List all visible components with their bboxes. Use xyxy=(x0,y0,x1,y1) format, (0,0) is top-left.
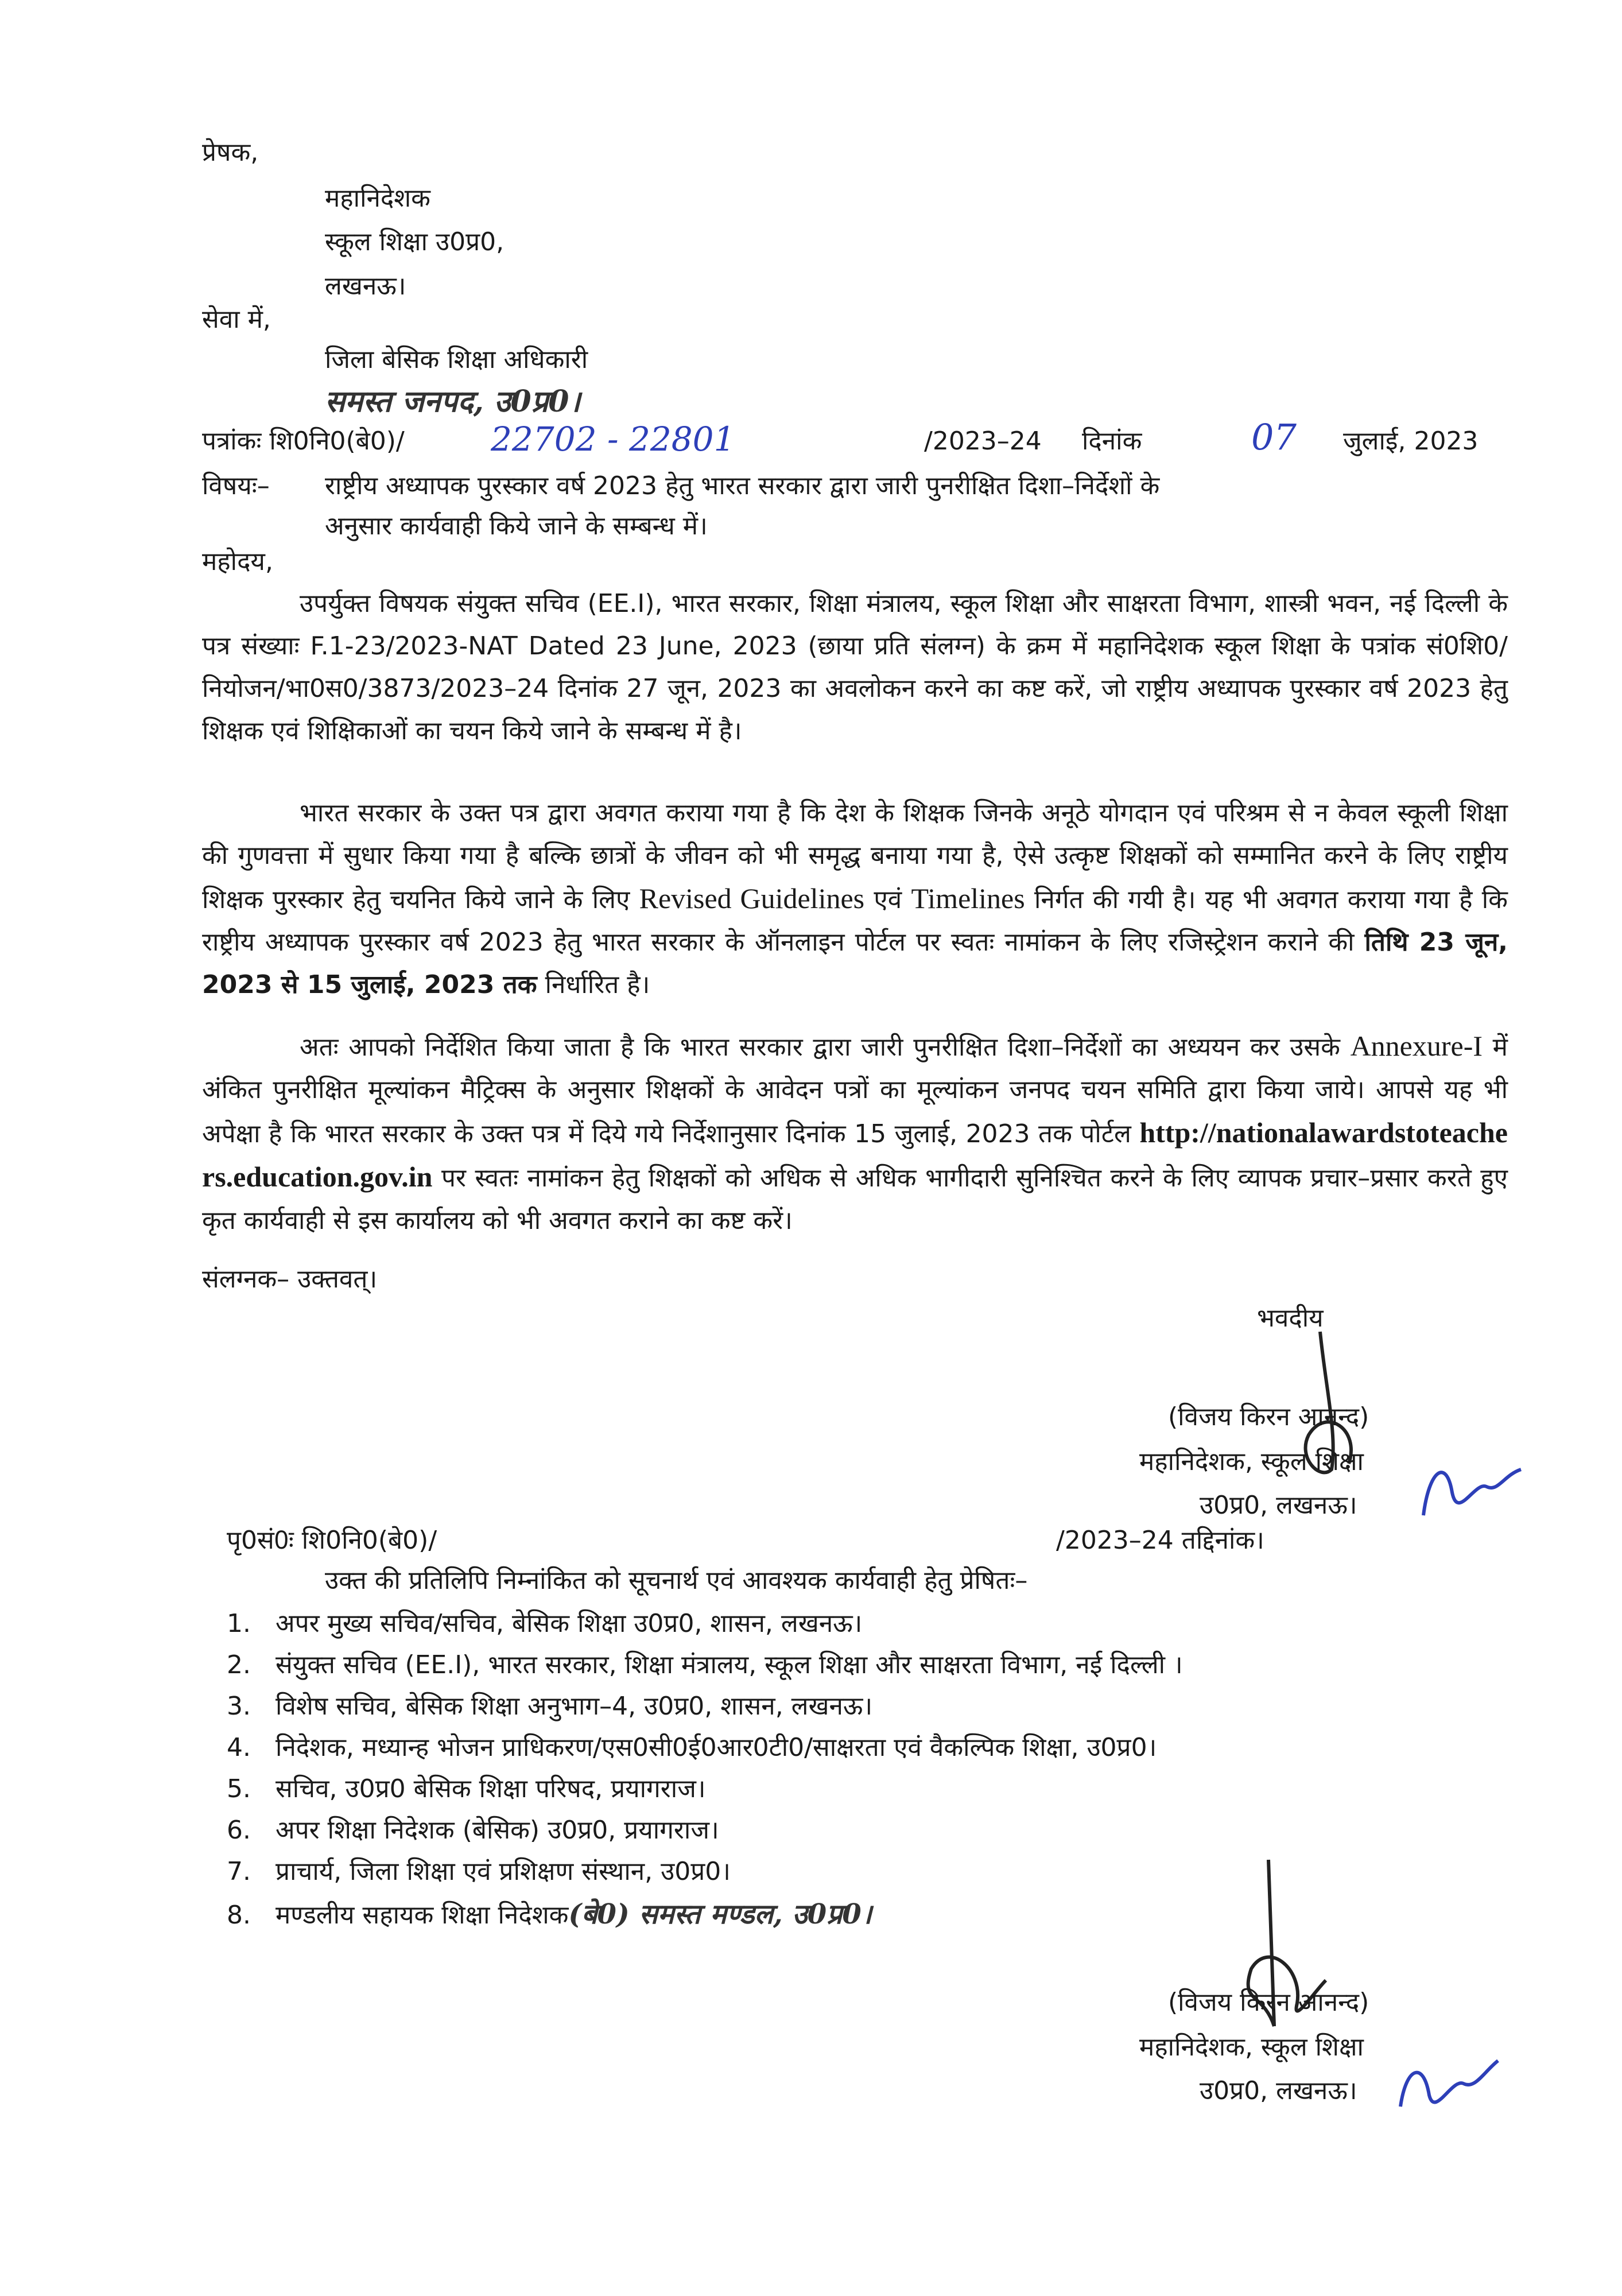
signatory-1-name: (विजय किरन आनन्द) xyxy=(1168,1402,1369,1432)
paragraph-1: उपर्युक्त विषयक संयुक्त सचिव (EE.I), भारत सरकार, शिक्षा मंत्रालय, स्कूल शिक्षा और साक्षरता विभाग, शास्त्री भवन, नई दिल्ली के पत्र संख्याः F.1-23/2023-NAT Dated 23 June, 2023 (छाया प्रति संलग्न) के क्रम में महानिदेशक स्कूल शिक्षा के पत्रांक सं0शि0/नियोजन/भा0स0/3873/2023–24 दिनांक 27 जून, 2023 का अवलोकन करने का कष्ट करें, जो राष्ट्रीय अध्यापक पुरस्कार वर्ष 2023 हेतु शिक्षक एवं शिक्षिकाओं का चयन किये जाने के सम्बन्ध में है। xyxy=(202,589,1508,746)
copy-list-item-8-handwritten: (बे0) समस्त मण्डल, उ0प्र0। xyxy=(568,1898,872,1930)
recipient-line-2-handwritten: समस्त जनपद, उ0प्र0। xyxy=(325,384,581,419)
registration-dates: तिथि 23 जून, 2023 से 15 जुलाई, 2023 तक xyxy=(202,928,1508,999)
sender-line-2: स्कूल शिक्षा उ0प्र0, xyxy=(325,227,505,257)
signatory-2-place: उ0प्र0, लखनऊ। xyxy=(1200,2076,1357,2105)
initials-2-blue xyxy=(1389,2043,1504,2135)
sender-line-1: महानिदेशक xyxy=(325,184,430,213)
subject-label: विषयः– xyxy=(202,471,270,501)
ref-year: /2023–24 xyxy=(924,426,1042,456)
portal-url: http://nationalawardstoteachers.education.gov.in xyxy=(202,1116,1508,1193)
paragraph-3: अतः आपको निर्देशित किया जाता है कि भारत सरकार द्वारा जारी पुनरीक्षित दिशा–निर्देशों का अध्ययन कर उसके Annexure-I में अंकित पुनरीक्षित मूल्यांकन मैट्रिक्स के अनुसार शिक्षकों के आवेदन पत्रों का मूल्यांकन जनपद चयन समिति द्वारा किया जाये। आपसे यह भी अपेक्षा है कि भारत सरकार के उक्त पत्र में दिये गये निर्देशानुसार दिनांक 15 जुलाई, 2023 तक पोर्टल http://nationalawardstoteachers.education.gov.in पर स्वतः नामांकन हेतु शिक्षकों को अधिक से अधिक भागीदारी सुनिश्चित करने के लिए व्यापक प्रचार–प्रसार करते हुए कृत कार्यवाही से इस कार्यालय को भी अवगत कराने का कष्ट करें। xyxy=(202,1030,1508,1235)
copy-list-item-8: 8. मण्डलीय सहायक शिक्षा निदेशक(बे0) समस्त मण्डल, उ0प्र0। xyxy=(227,1898,872,1930)
copy-list-item-1: 1. अपर मुख्य सचिव/सचिव, बेसिक शिक्षा उ0प्र0, शासन, लखनऊ। xyxy=(227,1609,863,1638)
sender-label: प्रेषक, xyxy=(202,138,259,167)
sender-line-3: लखनऊ। xyxy=(325,272,406,301)
subject-line-1: राष्ट्रीय अध्यापक पुरस्कार वर्ष 2023 हेतु भारत सरकार द्वारा जारी पुनरीक्षित दिशा–निर्देशों के xyxy=(325,471,1160,501)
ref-label: पत्रांकः शि0नि0(बे0)/ xyxy=(202,426,405,456)
ref-date-label: दिनांक xyxy=(1082,426,1142,456)
copy-ref-label: पृ0सं0ः शि0नि0(बे0)/ xyxy=(227,1526,437,1555)
copy-list-item-3: 3. विशेष सचिव, बेसिक शिक्षा अनुभाग–4, उ0प्र0, शासन, लखनऊ। xyxy=(227,1692,873,1721)
signatory-1-place: उ0प्र0, लखनऊ। xyxy=(1200,1491,1357,1520)
copy-list-item-7: 7. प्राचार्य, जिला शिक्षा एवं प्रशिक्षण संस्थान, उ0प्र0। xyxy=(227,1857,731,1886)
to-label: सेवा में, xyxy=(202,305,271,334)
signatory-2-designation: महानिदेशक, स्कूल शिक्षा xyxy=(1139,2033,1364,2062)
initials-1-blue xyxy=(1412,1446,1527,1538)
copy-list-item-5: 5. सचिव, उ0प्र0 बेसिक शिक्षा परिषद, प्रयागराज। xyxy=(227,1774,706,1804)
salutation: महोदय, xyxy=(202,547,273,576)
copy-list-item-6: 6. अपर शिक्षा निदेशक (बेसिक) उ0प्र0, प्रयागराज। xyxy=(227,1816,719,1845)
closing-bhavdiya: भवदीय xyxy=(1257,1304,1324,1333)
enclosure-note: संलग्नक– उक्तवत्। xyxy=(202,1265,378,1294)
copy-list-item-4: 4. निदेशक, मध्यान्ह भोजन प्राधिकरण/एस0सी0ई0आर0टी0/साक्षरता एवं वैकल्पिक शिक्षा, उ0प्र0। xyxy=(227,1733,1157,1762)
ref-month-year: जुलाई, 2023 xyxy=(1343,426,1479,456)
paragraph-2: भारत सरकार के उक्त पत्र द्वारा अवगत कराया गया है कि देश के शिक्षक जिनके अनूठे योगदान एवं परिश्रम से न केवल स्कूली शिक्षा की गुणवत्ता में सुधार किया गया है बल्कि छात्रों के जीवन को भी समृद्ध बनाया गया है, ऐसे उत्कृष्ट शिक्षकों को सम्मानित करने के लिए राष्ट्रीय शिक्षक पुरस्कार हेतु चयनित किये जाने के लिए Revised Guidelines एवं Timelines निर्गत की गयी है। यह भी अवगत कराया गया है कि राष्ट्रीय अध्यापक पुरस्कार वर्ष 2023 हेतु भारत सरकार के ऑनलाइन पोर्टल पर स्वतः नामांकन के लिए रजिस्ट्रेशन कराने की तिथि 23 जून, 2023 से 15 जुलाई, 2023 तक निर्धारित है। xyxy=(202,798,1508,999)
signatory-2-name: (विजय किरन आनन्द) xyxy=(1168,1988,1369,2017)
signatory-1-designation: महानिदेशक, स्कूल शिक्षा xyxy=(1139,1447,1364,1476)
ref-handwritten-number: 22702 - 22801 xyxy=(491,420,735,459)
copy-ref-year-date: /2023–24 तद्दिनांक। xyxy=(1056,1526,1264,1555)
subject-line-2: अनुसार कार्यवाही किये जाने के सम्बन्ध में। xyxy=(325,511,708,541)
copy-intro: उक्त की प्रतिलिपि निम्नांकित को सूचनार्थ एवं आवश्यक कार्यवाही हेतु प्रेषितः– xyxy=(325,1566,1028,1595)
copy-list-item-2: 2. संयुक्त सचिव (EE.I), भारत सरकार, शिक्षा मंत्रालय, स्कूल शिक्षा और साक्षरता विभाग, नई दिल्ली । xyxy=(227,1650,1183,1680)
recipient-line-1: जिला बेसिक शिक्षा अधिकारी xyxy=(325,345,588,374)
ref-handwritten-day: 07 xyxy=(1251,416,1297,458)
